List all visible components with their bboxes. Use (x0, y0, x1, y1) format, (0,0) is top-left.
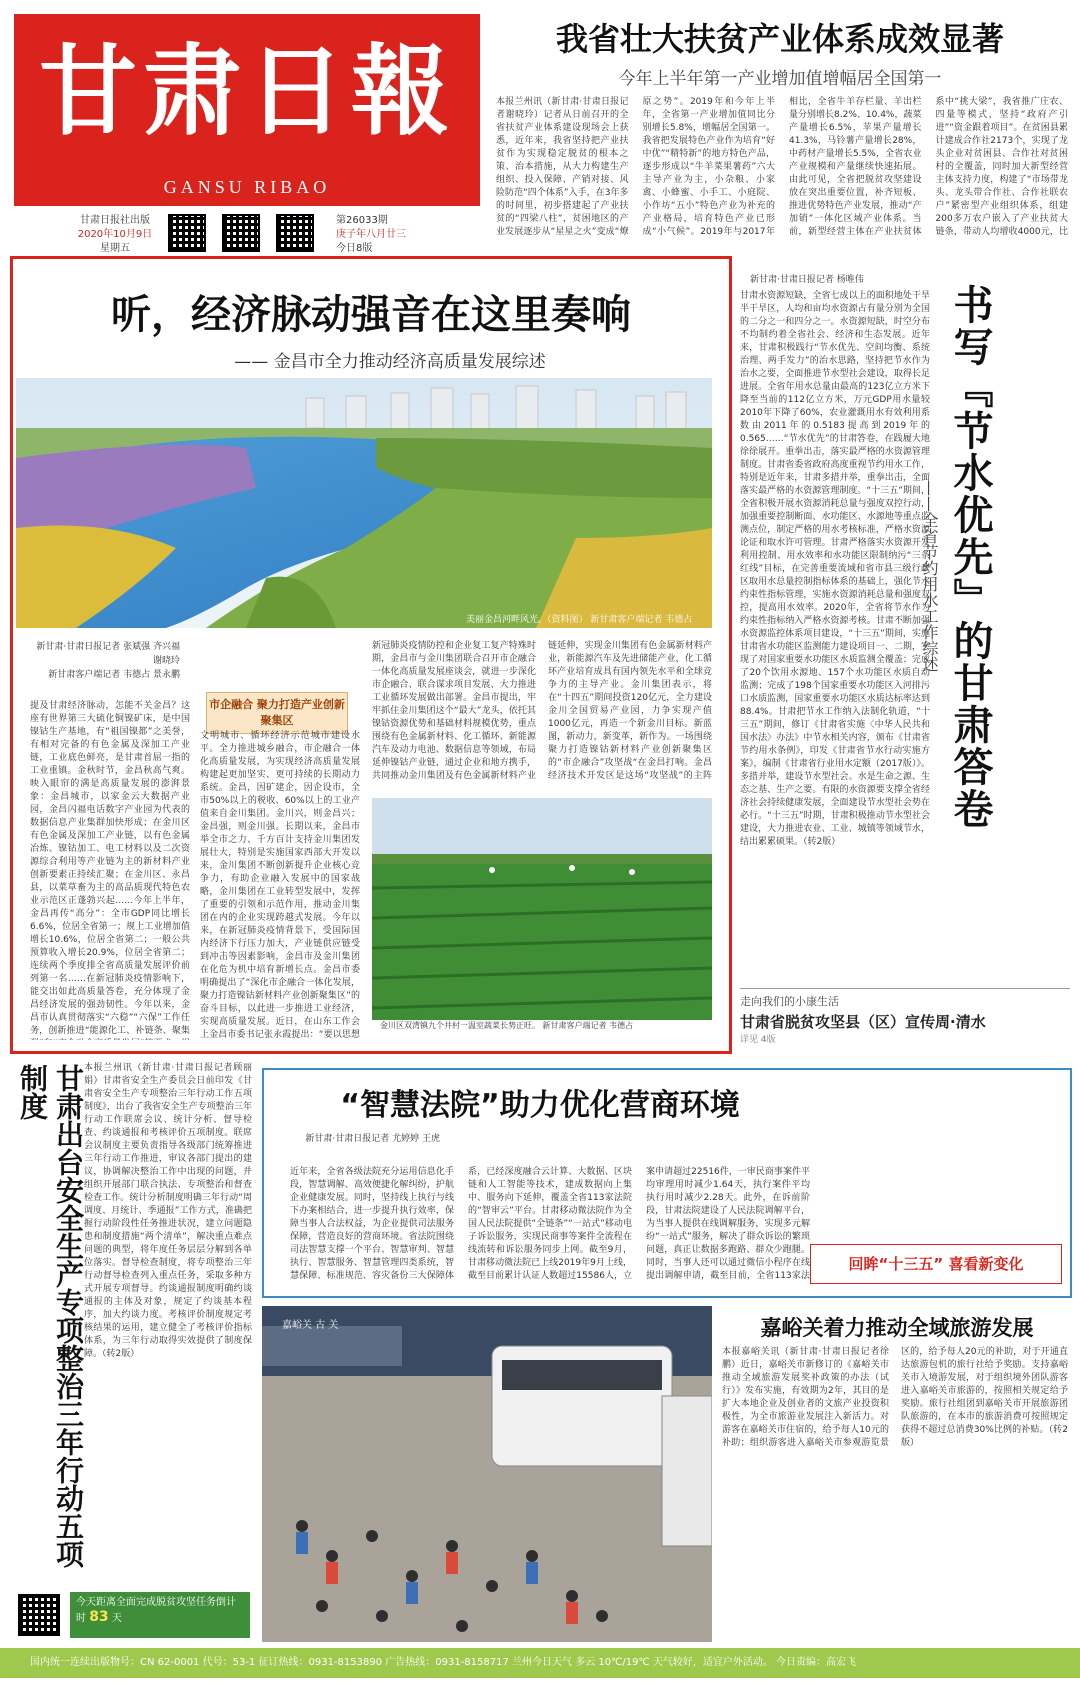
jinchang-farm-photo (372, 798, 712, 1020)
qr-code-icon (276, 214, 314, 252)
issue-publisher: 甘肃日报社出版 (80, 215, 150, 226)
top-story-body: 本报兰州讯（新甘肃·甘肃日报记者谢晓玲）记者从日前召开的全省扶贫产业体系建设现场会上获悉，近年来，我省坚持把产业扶贫作为实现稳定脱贫的根本之策、治本措施，从大力构建生产组织、投入保障、产销对接、风险防范“四个体系”入手，在3年多的时间里，初步搭建起了产业扶贫的“四梁八柱”，贫困地区的产业发展逐步从“星星之火”变成“燎原之势”。2019年和今年上半年，全省第一产业增加值同比分别增长5.8%，增幅居全国第一。我省把发展特色产业作为培育“好中优”“精特新”的地方特色产品，逐步形成以“牛羊菜果薯药”六大主导产业为主，小杂粮、小家禽、小蜂蜜、小手工、小庭院、小作坊“五小”特色产业为补充的产业格局，培育特色产业已形成“小气候”。2019年与2017年相比，全省牛羊存栏量、羊出栏量分别增长8.2%、10.4%，蔬菜产量增长6.5%，苹果产量增长41.3%，马铃薯产量增长28%，中药材产量增长5.5%，全省农业产业规模和产量继续快速拓展。由此可见，全省把脱贫攻坚建设放在突出重要位置，补齐短板、推进优势特色产业发展，推动“产加销”一体化区域产业体系。当前，新型经营主体在产业扶贫体系中“挑大梁”，我省推广庄农、四量等模式，坚持“政府产引进”“资金跟着项目”。在贫困县累计建成合作社2173个，实现了龙头企业对贫困县、合作社对贫困村的全覆盖，同时加大新型经营主体支持力度，构建了“市场带龙头、龙头带合作社、合作社联农户”紧密型产业组织体系，组建200多万农户嵌入了产业扶贫大链条，带动人均增收4000元，比 (496, 97, 1068, 237)
jiayuguan-photo (262, 1306, 712, 1642)
jinchang-column-1: 提及甘肃经济脉动，怎能不关金昌？这座有世界第三大硫化铜镍矿床，是中国镍钴生产基地，有“祖国镍都”之美誉，有相对完备的有色金属及深加工产业链，工业底色鲜亮，是甘肃首屈一指的工业重镇。金秋时节，金昌秋高气爽。映入眼帘的满是高质量发展的澎湃景象：金昌城市，以家金云大数据产业园，金昌闪福电话数字产业园为代表的数据信息产业集群加快形成；在金川区有色金属及深加工产业链，以有色金属冶炼、镍钴加工、电工材料以及二次资源综合利用等产业链为主的新材料产业创新要素正持续汇聚；在金川区、永昌县，以菜草畜为主的高品质现代特色农业示范区正蓬勃兴起……今年上半年，金昌再传“高分”：全市GDP同比增长6.6%，位居全省第一；规上工业增加值增长10.6%，位居全省第二；一般公共预算收入增长20.9%，位居全省第二；连续两个季度排全省高质量发展评价前列第一名……在新冠肺炎疫情影响下，能交出如此高质量答卷，充分体现了金昌经济发展的强劲韧性。今年以来，金昌市认真贯彻落实“六稳”“六保”工作任务，创新推进“能源化工、补链条、聚集 (30, 701, 190, 1036)
water-promo-page: 详见 4版 (740, 1035, 776, 1045)
court-body-left: 近年来，全省各级法院充分运用信息化手段，智慧调解、高效便捷化解纠纷，护航企业健康发展。同时，坚持线上执行与线下办案相结合，进一步提升执行效率，保障当事人合法权益，为企业提供司法服务保障，营造良好的营商环境。省法院围绕司法智慧支撑一个平台、智慧审判、智慧执行、智慧服务、智慧管理四类系统，智慧保障、标准规范、容灾备份三大保障体系，已经深度融合云计算、大数据、区块链和人工智能等技术，建成数据向上集中、服务向下延伸，覆盖全省113家法院的“智审云”平台。甘肃移动微法院作为全国人民法院提供“全链条”“一站式”移动电子诉讼服务，实现民商事等案件全流程在线流转和诉讼服务同步上网。截至9月，甘肃移动微法院已上线2019年9月上线，截至目前累计认证人数超过15586人，立案申请超过22516件，一审民商事案件平均审理用时减少1.64天，执行案件平均执行用时减少2.28天。此外，在诉前阶段，甘肃法院建设了人民法院调解平台，为当事人提供在线调解服务，实现多元解纷“一站式”服务，解决了群众诉讼的繁琐问题，真正让数据多跑路、群众少跑腿。同时，当事人还可以通过微信小程序在线提出调解申请，截至目前，全省113家法 (290, 1167, 810, 1281)
countdown-unit: 天 (111, 1613, 122, 1624)
footer-text: 国内统一连续出版物号：CN 62-0001 代号：53-1 征订热线：0931-8153890 广告热线：0931-8158717 兰州今日天气 多云 10℃/19℃ 天气较好，适宜户外活动。 今日责编：高宏飞 (30, 1657, 857, 1668)
issue-weekday: 星期五 (100, 243, 130, 254)
water-promo-box (740, 988, 1070, 1043)
court-title[interactable]: “智慧法院”助力优化营商环境 (340, 1088, 740, 1123)
qr-code-icon (222, 214, 260, 252)
jiayuguan-title[interactable]: 嘉峪关着力推动全域旅游发展 (760, 1316, 1034, 1340)
issue-date: 2020年10月9日 (77, 229, 153, 240)
jinchang-column-3: 新冠肺炎疫情防控和企业复工复产特殊时期，金昌市与金川集团联合召开市企融合一体化高质量发展座谈会，就进一步深化市企融合、联合谋求项目发展、大力推进工业循环发展做出部署。金昌市提出，牢牢抓住金川集团这个“最大”龙头，依托其镍钴资源优势和基础材料规模优势，重点围绕有色金属新材料、化工循环、新能源汽车及动力电池、数据信息等领域，布局延伸镍钴产业链，通过企业和地方携手，共同推动金川集团及有色金属新材料产业链延伸，实现金川集团有色金属新材料产业，新能源汽车及先进储能产业，化工循环产业培育成具有国内领先水平和全球竞争力的主导产业。金川集团表示，将在“十四五”期间投资120亿元，全力建设金川全国贸易产业园，力争实现产值1000亿元，再造一个新金川目标。新蓝图，新动力，新变革，新作为。一场围绕聚力打造镍钴新材料产业创新聚集区的“市企融合”攻坚战“在金昌打响。金昌经济技术开发区是这场“攻坚战”的主阵 (372, 641, 712, 781)
issue-lunar: 庚子年八月廿三 (336, 229, 406, 240)
issue-number-block (336, 214, 456, 256)
masthead-roman: GANSU RIBAO (163, 177, 331, 197)
jinchang-farm-caption: 金川区双湾镇九个井村一温室蔬菜长势正旺。 新甘肃客户端记者 韦德占 (380, 1021, 634, 1030)
water-promo-line1: 走向我们的小康生活 (740, 995, 839, 1008)
water-byline: 新甘肃·甘肃日报记者 杨唯伟 (750, 275, 864, 285)
water-body: 甘肃水资源短缺，全省七成以上的面积地处干旱半干旱区，人均和亩均水资源占有量分别为全国的二分之一和四分之一。水资源短缺，时空分布不均制约着全省社会、经济和生态发展。近年来，甘肃积极践行“节水优先、空间均衡、系统治理、两手发力”的治水思路，坚持把节水作为治水之要，全面推进节水型社会建设，取得长足进展。全省年用水总量由最高的123亿立方米下降至当前的112亿立方米，万元GDP用水量较2010年下降了60%，农业灌溉用水有效利用系数由2011年的0.5183提高到2019年的0.565……“节水优先”的甘肃答卷，在践履大地徐徐展开。重拳出击，落实最严格的水资源管理制度。甘肃省委省政府高度重视节约用水工作，特别是近年来，甘肃多措并举，重拳出击，全面落实最严格的水资源管理制度。“十三五”期间，全省积极开展水资源消耗总量与强度双控行动，加强重要控制断面、水功能区、水源地等重点监测点位，制定严格的用水考核标准，严格水资源论证和取水许可管理。甘肃严格落实水资源开发利用控制、用水效率和水功能区限制纳污“三条红线”目标，在完善重要流域和省市县三级行政区取用水总量控制指标体系的基础上，强化节水约束性指标管理，实施水资源消耗总量和强度双控，提高用水效率。2020年，全省将节水作为约束性指标纳入严格水资源考核。甘肃不断加强水资源监控体系项目建设，“十三五”期间，实施甘肃省水功能区监测能力建设项目一、二期，实现了对国家重要水功能区水质监测全覆盖；完成了20个饮用水源地、157个水功能区水质自动监测；完成了198个国家重要水功能区入河排污口水质监测，国家重要水功能区水质达标率达到88.4%。甘肃把节水工作纳入法制化轨道，“十三五”期间，修订《甘肃省实施〈中华人民共和国水法〉办法》中节水相关内容，颁布《甘肃省节约用水条例》，印发《甘肃省节水行动实施方案》，编制《甘肃省行业用水定额（2017版）》。多措并举，建设节水型社会。水是生命之源、生态之基、生产之要。有限的水资源要支撑全省经济社会持续健康发展，全面建设节水型社会势在必行。“十三五”时期，甘肃积极推动节水型社会建设，大力推进农业、工业、城镇等领域节水，结出累累硕果。（转2版） (740, 291, 930, 847)
jinchang-subtitle: —— 金昌市全力推动经济高质量发展综述 (234, 352, 546, 372)
qr-code-icon (18, 1594, 60, 1636)
jiayuguan-photo-caption: 嘉峪关 古 关 (282, 1320, 339, 1331)
court-tag: 回眸“十三五” 喜看新变化 (810, 1244, 1062, 1284)
masthead (14, 14, 480, 206)
jinchang-photo-caption: 美丽金昌河畔风光。（资料图） 新甘肃客户端记者 韦德占 (466, 615, 693, 625)
water-subtitle: ——全省节约用水工作综述 (920, 480, 939, 672)
qr-code-icon (168, 214, 206, 252)
top-story-title[interactable]: 我省壮大扶贫产业体系成效显著 (555, 20, 1004, 58)
countdown-text: 今天距离全面完成脱贫攻坚任务倒计时 (76, 1597, 236, 1624)
issue-pages: 今日8版 (336, 243, 373, 254)
top-story-subtitle: 今年上半年第一产业增加值增幅居全国第一 (618, 69, 942, 89)
masthead-logo: 甘肃日報 (38, 34, 455, 149)
footer-bar (0, 1648, 1080, 1678)
safety-body: 本报兰州讯（新甘肃·甘肃日报记者顾丽娟）甘肃省安全生产委员会日前印发《甘肃省安全生产专项整治三年行动工作五项制度》，出台了我省安全生产专项整治三年行动工作联席会议、统计分析、督导检查、约谈通报和考核评价五项制度。联席会议制度主要负责指导各级部门统筹推进三年行动工作推进，审议各部门提出的建议，协调解决整治工作中出现的问题，并组织开展部门联合执法、专项整治和督查检查工作。统计分析制度明确三年行动“周调度、月统计、季通报”工作方式，准确把握行动阶段性任务推进状况，建立问题隐患和制度措施“两个清单”，解决重点难点问题的典型，将年度任务层层分解到各单位落实。督导检查制度，将专项整治三年行动督导检查列入重点任务，采取多种方式开展专项督导。约谈通报制度明确约谈通报的主体及对象，规定了约谈基本程序，加大约谈力度。考核评价制度规定考核结果的运用，建立健全了考核评价指标体系，为三年行动取得实效提供了制度保障。（转2版） (84, 1063, 252, 1359)
water-promo-line2[interactable]: 甘肃省脱贫攻坚县（区）宣传周·清水 (740, 1013, 986, 1031)
issue-number: 第26033期 (336, 215, 388, 226)
water-title[interactable]: 书写『节水优先』的甘肃答卷 (947, 284, 993, 830)
countdown-banner (70, 1592, 250, 1638)
jinchang-lake-photo (16, 378, 712, 628)
court-byline: 新甘肃·甘肃日报记者 尤婷婷 王虎 (305, 1134, 440, 1144)
jinchang-column-2: 文明城市、循环经济示范城市建设水平。全力推进城乡融合，市企融合一体化高质量发展，为实现经济高质量发展构建起更加坚实、更可持续的长期动力系统。金昌，因矿建企，因企设市，全市50%以上的税收、60%以上的工业产值来自金川集团。金川兴，则金昌兴；金昌强，则金川强。长期以来，金昌市举全市之力、千方百计支持金川集团发展壮大，特别是实施国家西部大开发以来，金川集团不断创新提升企业核心竞争力，有助企业融入发展中的国家战略，金川集团在工业转型发展中，发挥了重要的引领和示范作用，推动金川集团在内的企业实现跨越式发展。今年以来，在新冠肺炎疫情背景下，受国际国内经济下行压力加大，产业链供应链受到冲击等因素影响，金昌市及金川集团在化危为机中培育新增长点。金昌市委明确提出了“深化市企融合一体化发展，聚力打造镍钴新材料产业创新聚集区”的奋斗目标，以此进一步推进工业经济，实现高质量发展。近日，在山东工作会上金昌市委书记张永霞提出：“要以思想 (200, 731, 360, 1040)
countdown-days: 83 (89, 1609, 109, 1625)
jinchang-title[interactable]: 听，经济脉动强音在这里奏响 (111, 292, 631, 338)
jinchang-section-tag: 市企融合 聚力打造产业创新聚集区 (206, 692, 348, 734)
safety-title[interactable]: 甘肃出台安全生产专项整治三年行动五项制度 (16, 1064, 85, 1568)
jiayuguan-body: 本报嘉峪关讯（新甘肃·甘肃日报记者徐鹏）近日，嘉峪关市新修订的《嘉峪关市推动全域旅游发展奖补政策的办法（试行）》发布实施，有效期为2年，其目的是扩大本地企业及创业者的文旅产业投资积极性，为全市旅游业发展注入新活力。对游客在嘉峪关市住宿的，给予每人10元的补助；组织游客进入嘉峪关市参观游览景区的，给予每人20元的补助，对于开通直达旅游包机的旅行社给予奖励。支持嘉峪关市入境游发展，对于组织境外团队游客进入嘉峪关市旅游的，按照相关规定给予奖励。旅行社组团到嘉峪关市开展旅游团队旅游的，在本市的旅游消费可按照规定获得不超过总消费30%比例的补贴。（转2版） (722, 1347, 1068, 1448)
issue-publisher-block (70, 214, 160, 256)
jinchang-byline: 新甘肃·甘肃日报记者 张斌强 齐兴福 谢晓玲 新甘肃客户端记者 韦德占 景永鹏 (36, 642, 180, 680)
